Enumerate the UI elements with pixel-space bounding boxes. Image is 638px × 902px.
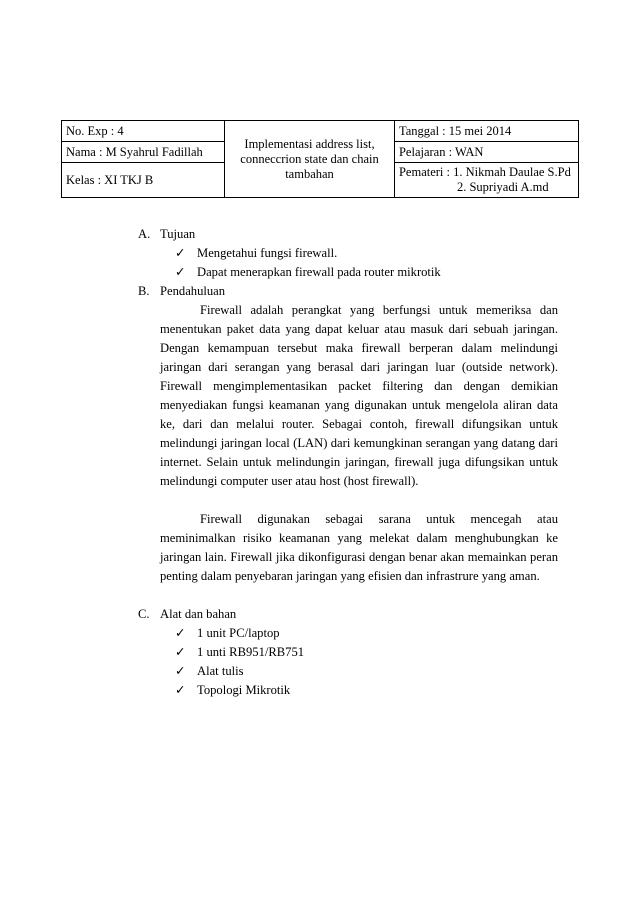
section-title: Tujuan bbox=[160, 227, 196, 241]
check-icon: ✓ bbox=[175, 246, 186, 260]
header-table bbox=[61, 120, 579, 198]
list-item-text: 1 unit PC/laptop bbox=[197, 626, 280, 640]
section-letter: A. bbox=[138, 227, 151, 241]
list-item-text: Topologi Mikrotik bbox=[197, 683, 291, 697]
section-b-heading bbox=[138, 282, 558, 301]
document-body bbox=[138, 225, 558, 700]
paragraph: Firewall adalah perangkat yang berfungsi untuk memeriksa dan menentukan paket data yang dapat keluar atau masuk dari sebuah jaringan. Dengan kemampuan tersebut maka firewall berperan dalam melindungi jaringan dari serangan yang berasal dari jaringan luar (outside network). Firewall mengimplementasikan packet filtering dan dengan demikian menyediakan fungsi keamanan yang digunakan untuk mengelola aliran data ke, dari dan melalui router. Sebagai contoh, firewall difungsikan untuk melindungi jaringan local (LAN) dari kemungkinan serangan yang datang dari internet. Selain untuk melindungin jaringan, firewall juga difungsikan untuk melindungi computer user atau host (host firewall). bbox=[160, 303, 558, 488]
objectives-list bbox=[138, 244, 558, 282]
instructor-2: 2. Supriyadi A.md bbox=[456, 180, 549, 194]
list-item bbox=[175, 244, 558, 263]
list-item-text: Alat tulis bbox=[197, 664, 244, 678]
check-icon: ✓ bbox=[175, 626, 186, 640]
materials-list bbox=[138, 624, 558, 700]
section-title: Pendahuluan bbox=[160, 284, 226, 298]
class-cell: Kelas : XI TKJ B bbox=[62, 163, 225, 198]
list-item bbox=[175, 263, 558, 282]
list-item-text: Mengetahui fungsi firewall. bbox=[197, 246, 338, 260]
check-icon: ✓ bbox=[175, 265, 186, 279]
instructor-cell bbox=[394, 163, 578, 198]
exp-no-cell: No. Exp : 4 bbox=[62, 121, 225, 142]
list-item bbox=[175, 681, 558, 700]
check-icon: ✓ bbox=[175, 683, 186, 697]
subject-cell: Pelajaran : WAN bbox=[394, 142, 578, 163]
date-cell: Tanggal : 15 mei 2014 bbox=[394, 121, 578, 142]
section-title: Alat dan bahan bbox=[160, 607, 237, 621]
spacer bbox=[138, 491, 558, 510]
check-icon: ✓ bbox=[175, 664, 186, 678]
list-item-text: Dapat menerapkan firewall pada router mikrotik bbox=[197, 265, 441, 279]
list-item bbox=[175, 662, 558, 681]
name-cell: Nama : M Syahrul Fadillah bbox=[62, 142, 225, 163]
instructor-1: Pemateri : 1. Nikmah Daulae S.Pd bbox=[398, 165, 571, 179]
section-letter: C. bbox=[138, 607, 150, 621]
check-icon: ✓ bbox=[175, 645, 186, 659]
paragraph: Firewall digunakan sebagai sarana untuk mencegah atau meminimalkan risiko keamanan yang melekat dalam menghubungkan ke jaringan lain. Firewall jika dikonfigurasi dengan benar akan memainkan peran penting dalam penyebaran jaringan yang efisien dan infrastrure yang aman. bbox=[160, 512, 558, 583]
list-item bbox=[175, 643, 558, 662]
list-item bbox=[175, 624, 558, 643]
section-c-heading bbox=[138, 605, 558, 624]
title-cell: Implementasi address list, conneccrion state dan chain tambahan bbox=[225, 121, 395, 198]
spacer bbox=[138, 586, 558, 605]
list-item-text: 1 unti RB951/RB751 bbox=[197, 645, 305, 659]
section-a-heading bbox=[138, 225, 558, 244]
section-letter: B. bbox=[138, 284, 150, 298]
